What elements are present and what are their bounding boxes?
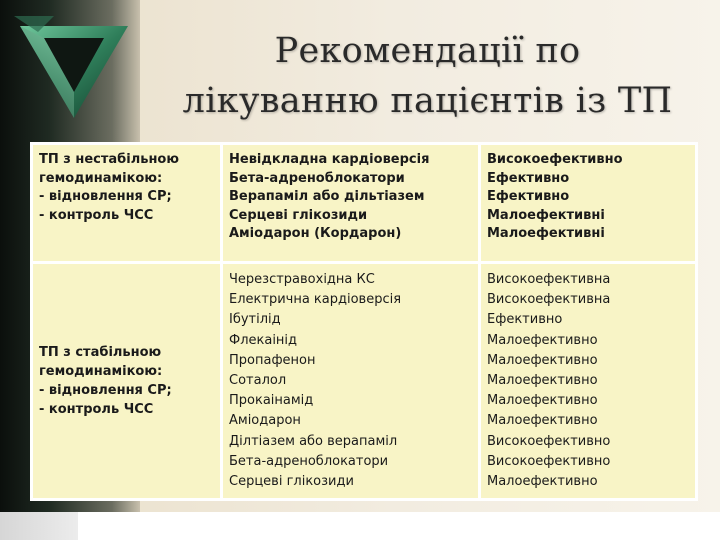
effectiveness-item: Малоефективні (487, 207, 605, 223)
triangle-logo-icon (14, 14, 134, 124)
effectiveness-item: Малоефективно (487, 474, 598, 490)
treatment-cell (222, 263, 480, 500)
condition-line: - контроль ЧСС (39, 207, 154, 223)
effectiveness-item: Високоефективно (487, 152, 623, 167)
condition-line: - контроль ЧСС (39, 402, 154, 418)
treatment-item: Бета-адреноблокатори (229, 453, 389, 469)
treatment-item: Електрична кардіоверсія (229, 292, 402, 308)
condition-line: - відновлення СР; (39, 189, 172, 204)
effectiveness-item: Малоефективно (487, 373, 598, 389)
condition-line: ТП з стабільною (39, 345, 162, 361)
treatment-item: Ділтіазем або верапаміл (229, 433, 398, 449)
page-title (150, 26, 705, 126)
condition-line: гемодинамікою: (39, 170, 163, 186)
effectiveness-item: Ефективно (487, 312, 563, 328)
treatment-item: Черезстравохідна КС (229, 272, 375, 287)
treatment-item: Прокаінамід (229, 393, 314, 409)
treatment-item: Серцеві глікозиди (229, 474, 354, 490)
effectiveness-item: Малоефективні (487, 226, 605, 241)
effectiveness-item: Малоефективно (487, 332, 598, 348)
effectiveness-item: Високоефективна (487, 272, 611, 287)
treatment-item: Аміодарон (Кордарон) (229, 226, 402, 241)
condition-cell (32, 263, 222, 500)
condition-cell (32, 144, 222, 263)
treatment-item: Флекаінід (229, 332, 298, 348)
effectiveness-item: Малоефективно (487, 352, 598, 368)
treatment-item: Серцеві глікозиди (229, 207, 368, 223)
condition-line: гемодинамікою: (39, 364, 163, 380)
effectiveness-item: Високоефективна (487, 292, 611, 308)
effectiveness-cell (480, 144, 697, 263)
treatment-item: Пропафенон (229, 352, 316, 368)
bottom-strip (0, 512, 720, 540)
treatment-item: Верапаміл або дільтіазем (229, 189, 425, 204)
table-row (32, 144, 697, 263)
effectiveness-item: Ефективно (487, 189, 570, 204)
effectiveness-item: Малоефективно (487, 393, 598, 409)
effectiveness-item: Високоефективно (487, 433, 611, 449)
table-row (32, 263, 697, 500)
treatment-item: Невідкладна кардіоверсія (229, 152, 430, 167)
condition-line: - відновлення СР; (39, 383, 172, 399)
treatment-item: Ібутілід (229, 312, 281, 328)
treatment-item: Бета-адреноблокатори (229, 170, 405, 186)
treatment-cell (222, 144, 480, 263)
effectiveness-item: Високоефективно (487, 453, 611, 469)
bottom-left-shade (0, 512, 78, 540)
effectiveness-cell (480, 263, 697, 500)
effectiveness-item: Ефективно (487, 170, 570, 186)
recommendations-table (30, 142, 698, 501)
effectiveness-item: Малоефективно (487, 413, 598, 429)
title-line: лікуванню пацієнтів із ТП (182, 81, 673, 121)
treatment-item: Соталол (229, 373, 287, 389)
condition-line: ТП з нестабільною (39, 152, 179, 167)
treatment-item: Аміодарон (229, 413, 301, 429)
title-line: Рекомендації по (274, 31, 581, 71)
